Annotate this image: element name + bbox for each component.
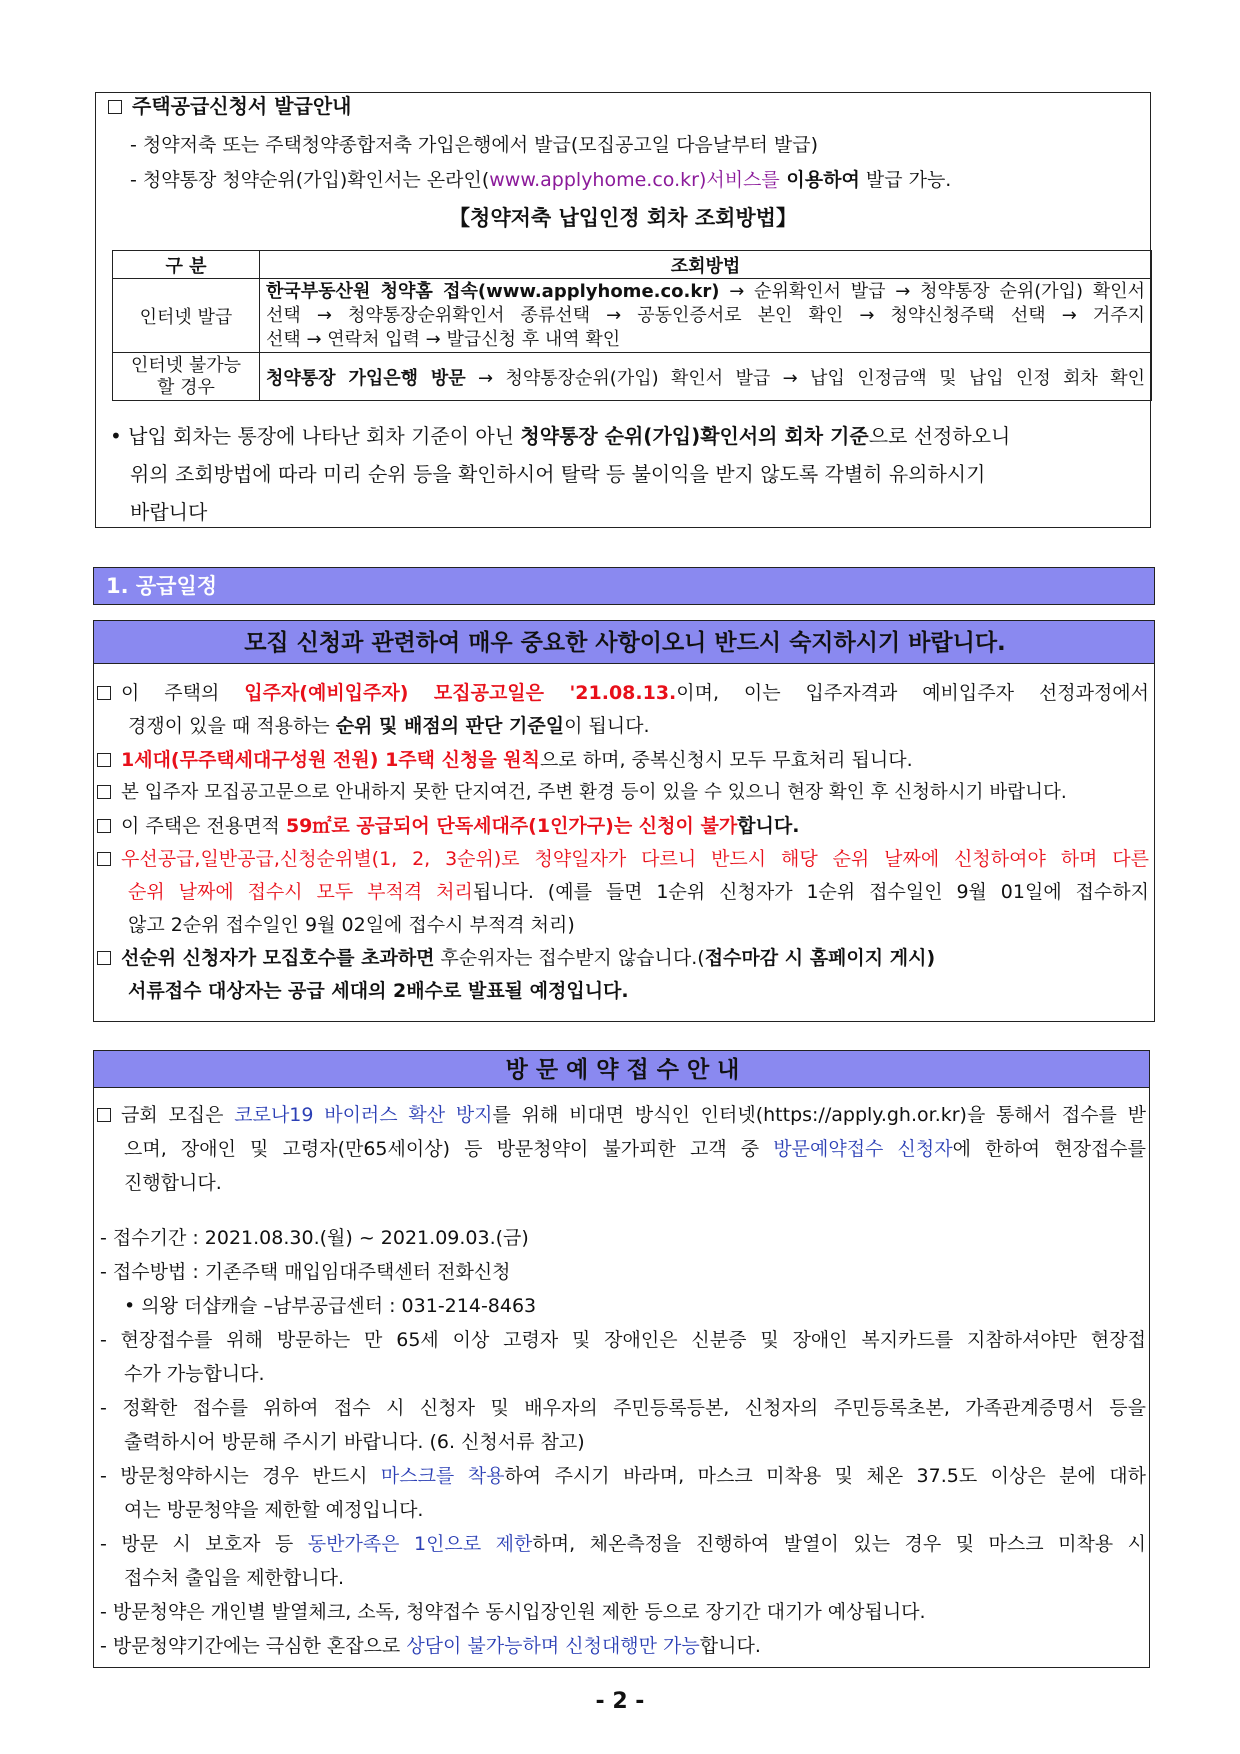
visit-period: - 접수기간 : 2021.08.30.(월) ~ 2021.09.03.(금) [100, 1227, 529, 1249]
guide-line-2: - 청약통장 청약순위(가입)확인서는 온라인(www.applyhome.co.kr)서비스를 이용하여 발급 가능. [130, 169, 952, 191]
row-offline-method: 청약통장 가입은행 방문 → 청약통장순위(가입) 확인서 발급 → 납입 인정금액 및 납입 인정 회차 확인 [260, 353, 1152, 401]
lookup-method-table [112, 250, 1152, 401]
checkbox-icon [97, 1108, 111, 1122]
supply-schedule-title: 1. 공급일정 [106, 574, 218, 598]
notice-item-1-cont: 경쟁이 있을 때 적용하는 순위 및 배점의 판단 기준일이 됩니다. [128, 715, 650, 737]
notice-item-6-cont: 서류접수 대상자는 공급 세대의 2배수로 발표될 예정입니다. [128, 980, 629, 1002]
checkbox-icon [97, 785, 111, 799]
notice-item-1: 이 주택의 입주자(예비입주자) 모집공고일은 '21.08.13.이며, 이는 입주자격과 예비입주자 선정과정에서 [97, 681, 1149, 705]
note-line-1: • 납입 회차는 통장에 나타난 회차 기준이 아닌 청약통장 순위(가입)확인서의 회차 기준으로 선정하오니 [110, 424, 1011, 448]
checkbox-icon [108, 100, 122, 114]
visit-phone: • 의왕 더샵캐슬 –남부공급센터 : 031-214-8463 [124, 1295, 537, 1317]
visit-detail-6: - 방문청약하시는 경우 반드시 마스크를 착용하여 주시기 바라며, 마스크 미착용 및 체온 37.5도 이상은 분에 대하 [100, 1465, 1146, 1487]
page-number: - 2 - [595, 1689, 645, 1714]
visit-detail-7: - 방문 시 보호자 등 동반가족은 1인으로 제한하며, 체온측정을 진행하여 발열이 있는 경우 및 마스크 미착용 시 [100, 1533, 1146, 1555]
checkbox-icon [97, 753, 111, 767]
row-offline-label: 인터넷 불가능 할 경우 [113, 353, 260, 401]
visit-detail-9: - 방문청약기간에는 극심한 혼잡으로 상담이 불가능하며 신청대행만 가능합니다. [100, 1635, 761, 1657]
row-internet-label: 인터넷 발급 [113, 279, 260, 353]
visit-intro-line-1: 금회 모집은 코로나19 바이러스 확산 방지를 위해 비대면 방식인 인터넷(https://apply.gh.or.kr)을 통해서 접수를 받 [97, 1103, 1146, 1127]
lookup-table-title: 【청약저축 납입인정 회차 조회방법】 [449, 206, 797, 230]
important-notice-banner [93, 620, 1155, 664]
checkbox-icon [97, 852, 111, 866]
visit-detail-4-cont: 수가 가능합니다. [124, 1363, 265, 1385]
visit-detail-5-cont: 출력하시어 방문해 주시기 바랍니다. (6. 신청서류 참고) [124, 1431, 585, 1453]
supply-schedule-header [93, 567, 1155, 605]
note-line-2: 위의 조회방법에 따라 미리 순위 등을 확인하시어 탈락 등 불이익을 받지 않도록 각별히 유의하시기 [130, 462, 986, 486]
row-internet-method: 한국부동산원 청약홈 접속(www.applyhome.co.kr) → 순위확인서 발급 → 청약통장 순위(가입) 확인서 선택 → 청약통장순위확인서 종류선택 → 공동인증서로 본인 확인 → 청약신청주택 선택 → 거주지 선택 → 연락처 입력 → 발급신청 후 내역 확인 [260, 279, 1152, 353]
visit-reservation-title: 방 문 예 약 접 수 안 내 [505, 1057, 740, 1083]
visit-reservation-header [93, 1050, 1150, 1088]
notice-item-5: 우선공급,일반공급,신청순위별(1, 2, 3순위)로 청약일자가 다르니 반드시 해당 순위 날짜에 신청하여야 하며 다른 [97, 847, 1149, 871]
applyhome-link[interactable]: www.applyhome.co.kr [489, 169, 699, 191]
visit-detail-8: - 방문청약은 개인별 발열체크, 소독, 청약접수 동시입장인원 제한 등으로 장기간 대기가 예상됩니다. [100, 1601, 926, 1623]
visit-intro-line-2: 으며, 장애인 및 고령자(만65세이상) 등 방문청약이 불가피한 고객 중 방문예약접수 신청자에 한하여 현장접수를 [124, 1138, 1147, 1160]
note-line-3: 바랍니다 [130, 500, 208, 524]
visit-detail-7-cont: 접수처 출입을 제한합니다. [124, 1567, 345, 1589]
table-header-category: 구 분 [113, 251, 260, 279]
visit-detail-6-cont: 여는 방문청약을 제한할 예정입니다. [124, 1499, 424, 1521]
notice-item-3: 본 입주자 모집공고문으로 안내하지 못한 단지여건, 주변 환경 등이 있을 수 있으니 현장 확인 후 신청하시기 바랍니다. [97, 781, 1067, 805]
notice-item-4: 이 주택은 전용면적 59㎡로 공급되어 단독세대주(1인가구)는 신청이 불가합니다. [97, 814, 799, 838]
visit-method: - 접수방법 : 기존주택 매입임대주택센터 전화신청 [100, 1261, 511, 1283]
table-header-method: 조회방법 [260, 251, 1152, 279]
checkbox-icon [97, 819, 111, 833]
visit-detail-5: - 정확한 접수를 위하여 접수 시 신청자 및 배우자의 주민등록등본, 신청자의 주민등록초본, 가족관계증명서 등을 [100, 1397, 1146, 1419]
checkbox-icon [97, 951, 111, 965]
application-guide-title: 주택공급신청서 발급안내 [108, 94, 351, 118]
visit-detail-4: - 현장접수를 위해 방문하는 만 65세 이상 고령자 및 장애인은 신분증 및 장애인 복지카드를 지참하셔야만 현장접 [100, 1329, 1146, 1351]
checkbox-icon [97, 686, 111, 700]
notice-item-2: 1세대(무주택세대구성원 전원) 1주택 신청을 원칙으로 하며, 중복신청시 모두 무효처리 됩니다. [97, 748, 913, 772]
notice-item-5-cont-2: 않고 2순위 접수일인 9월 02일에 접수시 부적격 처리) [128, 914, 575, 936]
visit-intro-line-3: 진행합니다. [124, 1172, 222, 1194]
guide-line-1: - 청약저축 또는 주택청약종합저축 가입은행에서 발급(모집공고일 다음날부터 발급) [130, 134, 818, 156]
notice-item-5-cont-1: 순위 날짜에 접수시 모두 부적격 처리됩니다. (예를 들면 1순위 신청자가 1순위 접수일인 9월 01일에 접수하지 [128, 881, 1149, 903]
important-notice-text: 모집 신청과 관련하여 매우 중요한 사항이오니 반드시 숙지하시기 바랍니다. [244, 630, 1006, 656]
notice-item-6: 선순위 신청자가 모집호수를 초과하면 후순위자는 접수받지 않습니다.(접수마감 시 홈페이지 게시) [97, 946, 935, 970]
